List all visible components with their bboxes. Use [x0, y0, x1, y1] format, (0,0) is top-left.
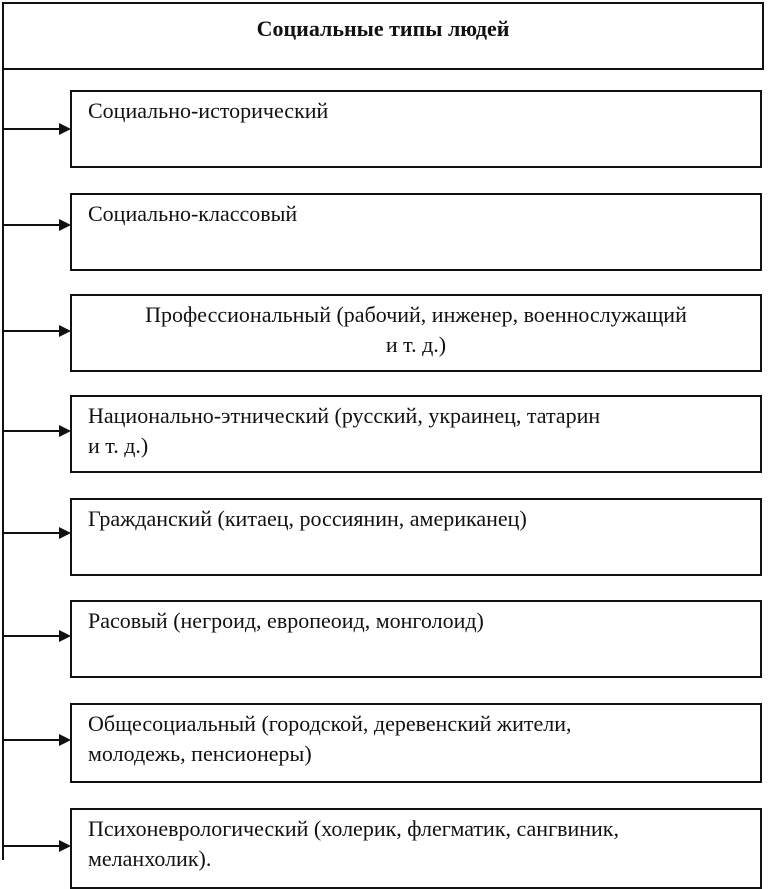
type-box-line2: и т. д.)	[88, 433, 149, 458]
type-box-line2: и т. д.)	[385, 332, 447, 357]
type-box-line1: Психоневрологический (холерик, флегматик, сангвиник,	[88, 816, 619, 841]
type-box-general-social	[70, 703, 762, 783]
type-box-line2: молодежь, пенсионеры)	[88, 741, 312, 766]
arrow-5	[3, 526, 71, 540]
arrow-4	[3, 424, 71, 438]
type-box-national-ethnic	[70, 395, 762, 473]
arrow-8	[3, 839, 71, 853]
type-box-psychoneurological	[70, 808, 762, 889]
type-box-line1: Общесоциальный (городской, деревенский жители,	[88, 711, 572, 736]
arrow-3	[3, 324, 71, 338]
type-box-social-class	[70, 193, 762, 271]
arrow-7	[3, 733, 71, 747]
type-box-line1: Гражданский (китаец, россиянин, американец)	[88, 506, 527, 531]
arrow-6	[3, 629, 71, 643]
type-box-line1: Национально-этнический (русский, украинец, татарин	[88, 403, 601, 428]
type-box-line2: меланхолик).	[88, 846, 212, 871]
type-box-line1: Социально-исторический	[88, 98, 329, 123]
arrow-2	[3, 218, 71, 232]
type-box-line1: Профессиональный (рабочий, инженер, военнослужащий	[145, 302, 687, 327]
type-box-line1: Социально-классовый	[88, 201, 298, 226]
type-box-civil	[70, 498, 762, 576]
type-box-racial	[70, 600, 762, 678]
type-box-line1: Расовый (негроид, европеоид, монголоид)	[88, 608, 484, 633]
type-box-social-historical	[70, 90, 762, 168]
diagram-title-box	[2, 2, 764, 70]
diagram-title: Социальные типы людей	[256, 16, 510, 41]
arrow-1	[3, 122, 71, 136]
type-box-professional	[70, 294, 762, 372]
